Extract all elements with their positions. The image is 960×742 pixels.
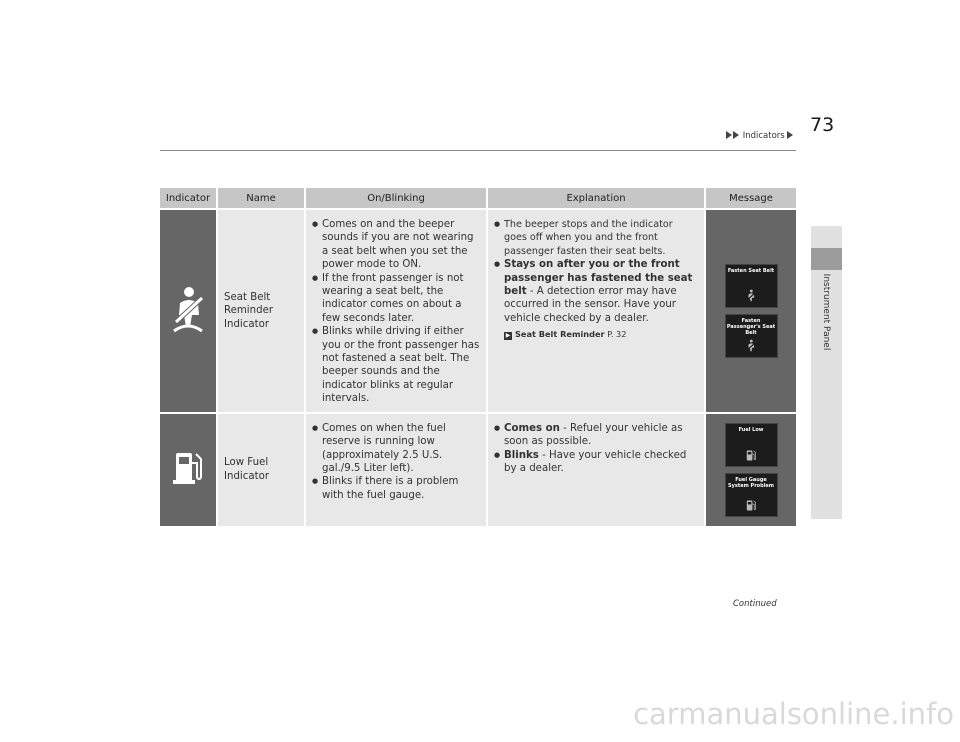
continued-label: Continued xyxy=(733,599,777,609)
explanation-cell xyxy=(488,414,706,528)
breadcrumb-arrow-icon xyxy=(733,131,739,139)
message-display xyxy=(725,314,778,358)
breadcrumb-label: Indicators xyxy=(742,131,785,141)
message-cell xyxy=(706,210,796,414)
list-item: ● Comes on and the beeper sounds if you are not wearing a seat belt when you set the power mode to ON. xyxy=(312,218,480,272)
side-tab-label[interactable]: Instrument Panel xyxy=(821,273,831,351)
list-item xyxy=(494,422,698,449)
list-item xyxy=(494,449,698,476)
indicator-cell xyxy=(160,210,218,414)
list-item: ● Comes on when the fuel reserve is running low (approximately 2.5 U.S. gal./9.5 Liter left). xyxy=(312,422,480,476)
bold-text: Comes on xyxy=(504,422,560,434)
breadcrumb-arrow-icon xyxy=(726,131,732,139)
list-item xyxy=(494,258,698,325)
side-tab-marker xyxy=(811,248,842,270)
reference-arrow-icon: ▶ xyxy=(505,332,511,340)
list-item: ● Blinks while driving if either you or the front passenger has not fastened a seat belt. The beeper sounds and the indicator blinks at regular intervals. xyxy=(312,325,480,405)
seat-belt-icon xyxy=(168,285,208,333)
reference-title: Seat Belt Reminder xyxy=(515,329,605,340)
column-header-message: Message xyxy=(706,188,796,210)
message-cell xyxy=(706,414,796,528)
cross-reference-link[interactable] xyxy=(494,328,698,341)
fuel-pump-icon xyxy=(171,449,205,485)
table-row xyxy=(160,414,796,528)
breadcrumb[interactable] xyxy=(726,131,794,141)
seat-belt-icon xyxy=(745,289,757,303)
seat-belt-icon xyxy=(745,339,757,353)
table-header-row xyxy=(160,188,796,210)
page-number: 73 xyxy=(810,114,835,136)
explanation-text: - A detection error may have occurred in the sensor. Have your vehicle checked by a dealer. xyxy=(504,286,677,324)
indicator-name: Low Fuel Indicator xyxy=(218,414,306,528)
message-display xyxy=(725,473,778,517)
list-item: ● The beeper stops and the indicator goes off when you and the front passenger fasten their seat belts. xyxy=(494,218,698,258)
column-header-explanation: Explanation xyxy=(488,188,706,210)
message-text: Fasten Passenger's Seat Belt xyxy=(726,317,776,336)
indicator-cell xyxy=(160,414,218,528)
fuel-pump-icon xyxy=(745,449,757,462)
explanation-text: - Refuel your vehicle as soon as possible. xyxy=(504,422,683,448)
table-row xyxy=(160,210,796,414)
on-blinking-cell xyxy=(306,414,488,528)
fuel-pump-icon xyxy=(745,499,757,512)
explanation-text: - Have your vehicle checked by a dealer. xyxy=(504,449,687,474)
bold-text: Blinks xyxy=(504,449,539,461)
message-text: Fuel Low xyxy=(738,426,764,433)
indicator-name: Seat Belt Reminder Indicator xyxy=(218,210,306,414)
column-header-indicator: Indicator xyxy=(160,188,218,210)
indicators-table xyxy=(160,188,796,528)
column-header-name: Name xyxy=(218,188,306,210)
list-item: ● If the front passenger is not wearing a seat belt, the indicator comes on about a few seconds later. xyxy=(312,272,480,326)
watermark: carmanualsonline.info xyxy=(633,697,954,731)
list-item: ● Blinks if there is a problem with the fuel gauge. xyxy=(312,475,480,502)
message-display xyxy=(725,423,778,467)
header-rule xyxy=(160,150,796,151)
explanation-cell xyxy=(488,210,706,414)
breadcrumb-arrow-icon xyxy=(787,131,793,139)
column-header-on-blinking: On/Blinking xyxy=(306,188,488,210)
message-text: Fuel Gauge System Problem xyxy=(727,476,775,489)
on-blinking-cell xyxy=(306,210,488,414)
message-text: Fasten Seat Belt xyxy=(727,267,775,274)
bold-text: Stays on after you or the front passenger has fastened the seat belt xyxy=(504,259,693,298)
reference-page: P. 32 xyxy=(604,329,627,340)
message-display xyxy=(725,264,778,308)
